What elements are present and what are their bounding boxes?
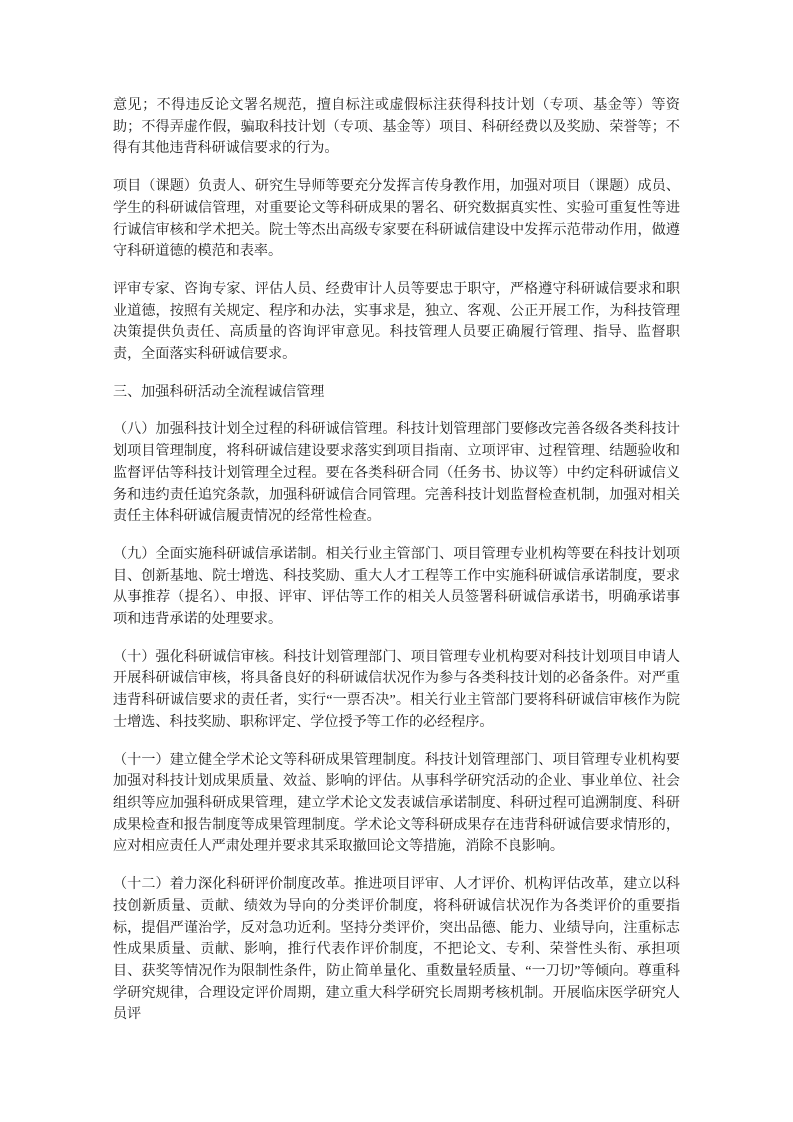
paragraph-item-8: （八）加强科技计划全过程的科研诚信管理。科技计划管理部门要修改完善各级各类科技计划项目管理制度，将科研诚信建设要求落实到项目指南、立项评审、过程管理、结题验收和监督评估等科技计划管理全过程。要在各类科研合同（任务书、协议等）中约定科研诚信义务和违约责任追究条款，加强科研诚信合同管理。完善科技计划监督检查机制，加强对相关责任主体科研诚信履责情况的经常性检查。 [113,421,680,525]
paragraph-continued-from-previous-page: 意见；不得违反论文署名规范，擅自标注或虚假标注获得科技计划（专项、基金等）等资助；不得弄虚作假，骗取科技计划（专项、基金等）项目、科研经费以及奖励、荣誉等；不得有其他违背科研诚信要求的行为。 [113,97,680,157]
paragraph-project-leaders: 项目（课题）负责人、研究生导师等要充分发挥言传身教作用，加强对项目（课题）成员、学生的科研诚信管理，对重要论文等科研成果的署名、研究数据真实性、实验可重复性等进行诚信审核和学术把关。院士等杰出高级专家要在科研诚信建设中发挥示范带动作用，做遵守科研道德的模范和表率。 [113,178,680,260]
paragraph-item-11: （十一）建立健全学术论文等科研成果管理制度。科技计划管理部门、项目管理专业机构要加强对科技计划成果质量、效益、影响的评估。从事科学研究活动的企业、事业单位、社会组织等应加强科研成果管理，建立学术论文发表诚信承诺制度、科研过程可追溯制度、科研成果检查和报告制度等成果管理制度。学术论文等科研成果存在违背科研诚信要求情形的，应对相应责任人严肃处理并要求其采取撤回论文等措施，消除不良影响。 [113,751,680,855]
paragraph-item-10: （十）强化科研诚信审核。科技计划管理部门、项目管理专业机构要对科技计划项目申请人开展科研诚信审核，将具备良好的科研诚信状况作为参与各类科技计划的必备条件。对严重违背科研诚信要求的责任者，实行“一票否决”。相关行业主管部门要将科研诚信审核作为院士增选、科技奖励、职称评定、学位授予等工作的必经程序。 [113,648,680,730]
paragraph-item-9: （九）全面实施科研诚信承诺制。相关行业主管部门、项目管理专业机构等要在科技计划项目、创新基地、院士增选、科技奖励、重大人才工程等工作中实施科研诚信承诺制度，要求从事推荐（提名）、申报、评审、评估等工作的相关人员签署科研诚信承诺书，明确承诺事项和违背承诺的处理要求。 [113,545,680,628]
paragraph-item-12: （十二）着力深化科研评价制度改革。推进项目评审、人才评价、机构评估改革，建立以科技创新质量、贡献、绩效为导向的分类评价制度，将科研诚信状况作为各类评价的重要指标，提倡严谨治学，反对急功近利。坚持分类评价，突出品德、能力、业绩导向，注重标志性成果质量、贡献、影响，推行代表作评价制度，不把论文、专利、荣誉性头衔、承担项目、获奖等情况作为限制性条件，防止简单量化、重数量轻质量、“一刀切”等倾向。尊重科学研究规律，合理设定评价周期，建立重大科学研究长周期考核机制。开展临床医学研究人员评 [113,876,680,1023]
section-heading-3: 三、加强科研活动全流程诚信管理 [113,383,325,400]
paragraph-review-experts: 评审专家、咨询专家、评估人员、经费审计人员等要忠于职守，严格遵守科研诚信要求和职业道德，按照有关规定、程序和办法，实事求是，独立、客观、公正开展工作，为科技管理决策提供负责任、高质量的咨询评审意见。科技管理人员要正确履行管理、指导、监督职责，全面落实科研诚信要求。 [113,280,680,363]
document-text-block [113,95,680,1026]
